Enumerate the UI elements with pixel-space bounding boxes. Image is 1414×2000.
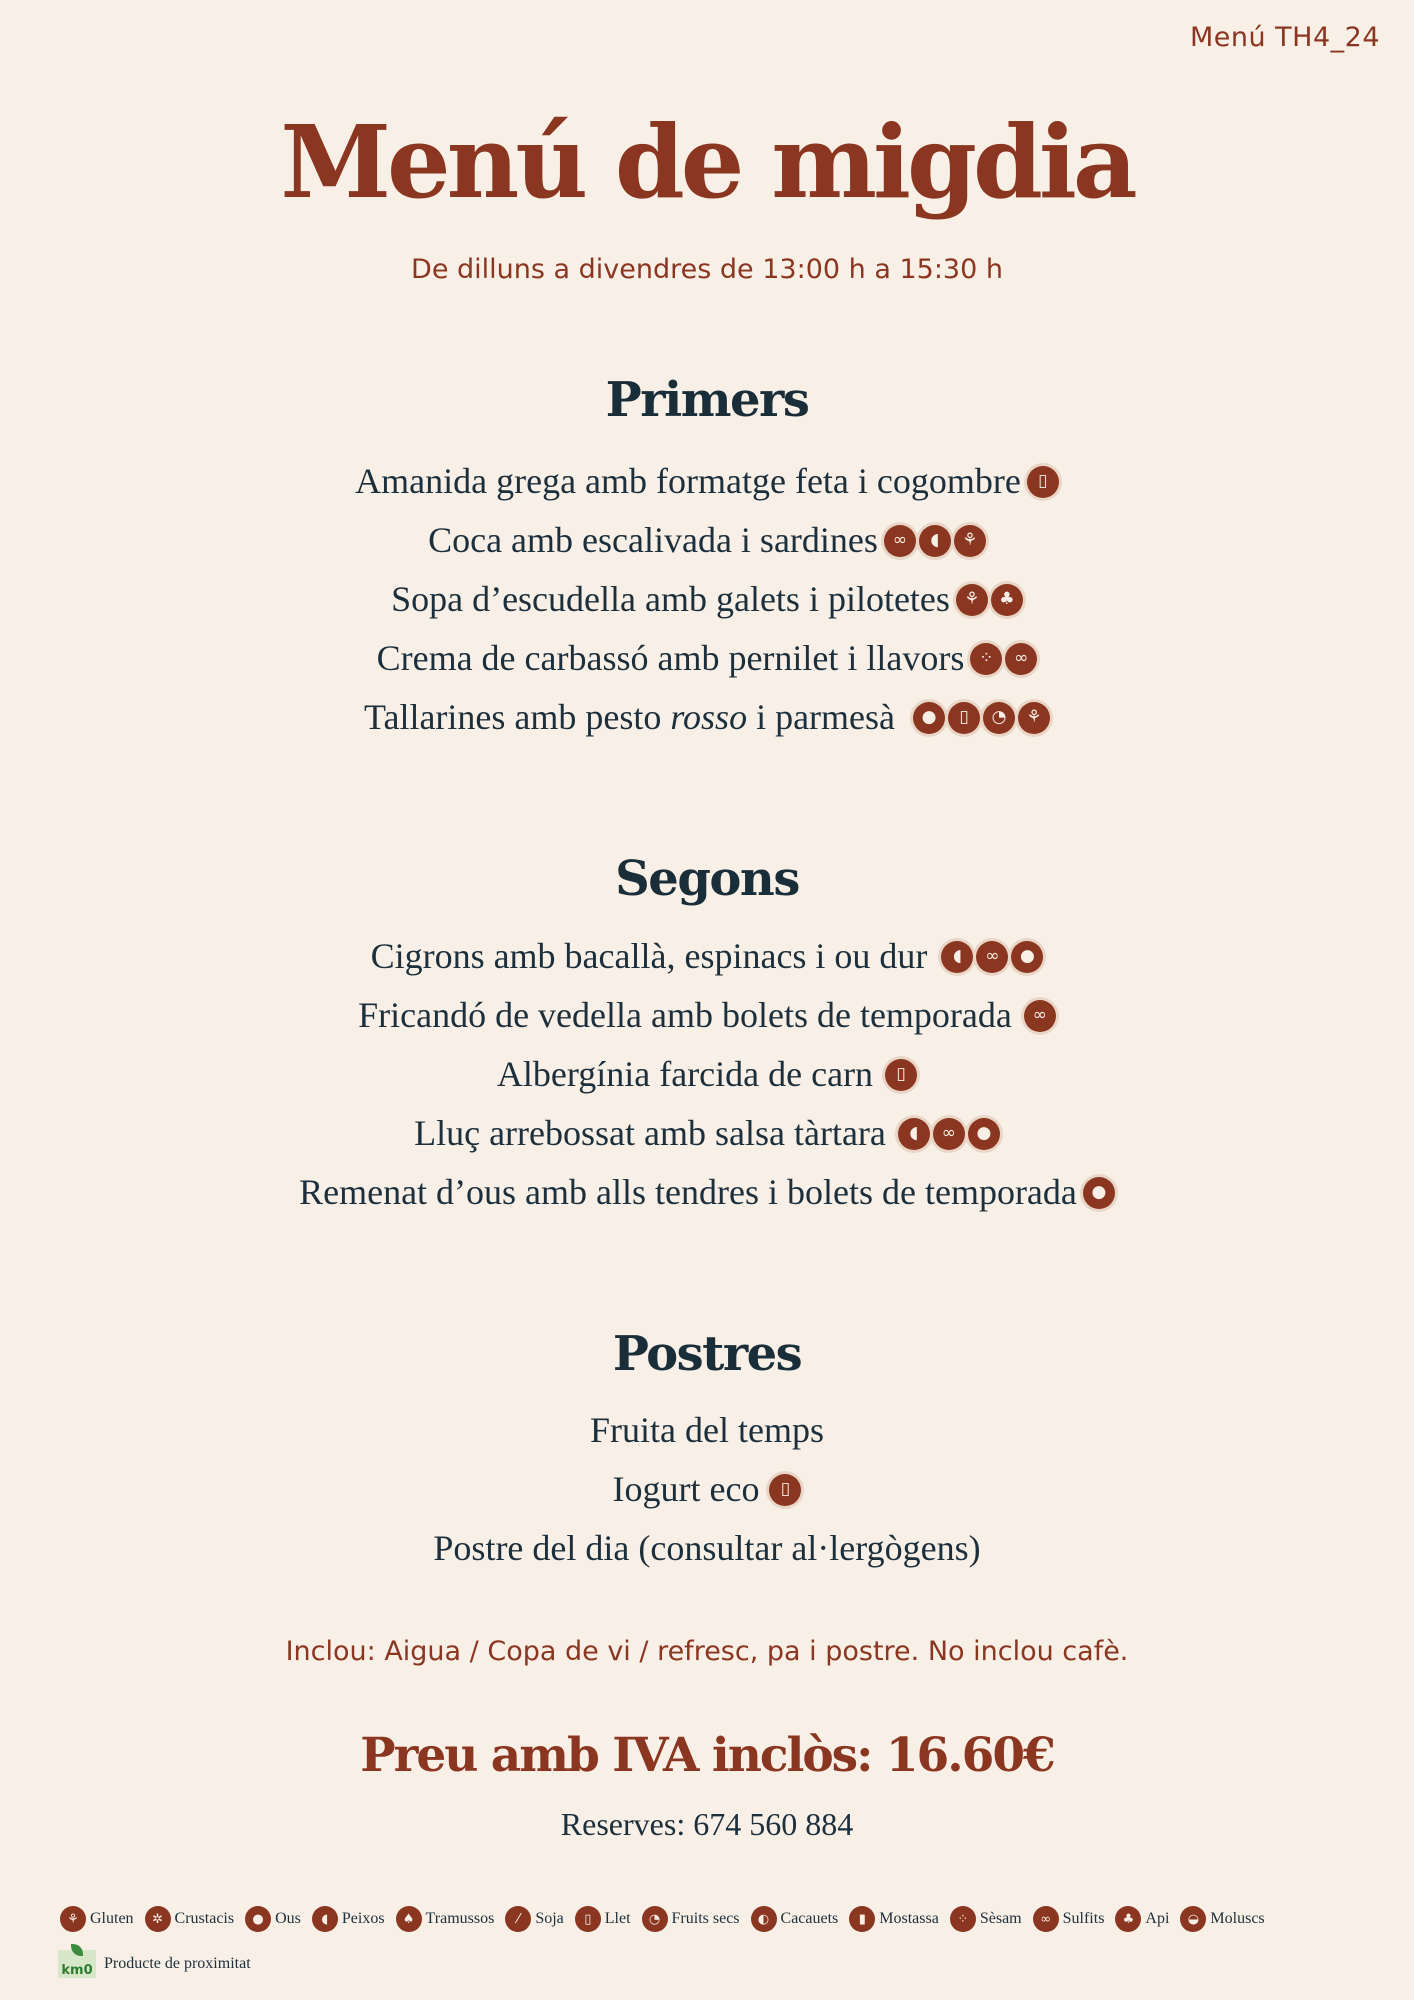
legend-label: Soja <box>535 1910 564 1927</box>
milk-icon: ▯ <box>948 702 980 734</box>
price: Preu amb IVA inclòs: 16.60€ <box>360 1728 1054 1783</box>
sulphites-icon: ∞ <box>1033 1906 1059 1932</box>
km0-icon <box>58 1950 96 1978</box>
legend-item-molluscs <box>1180 1906 1264 1932</box>
menu-item-name: Crema de carbassó amb pernilet i llavors <box>376 638 965 678</box>
km0-legend <box>58 1950 251 1978</box>
menu-item <box>0 997 1414 1035</box>
menu-item <box>0 938 1414 976</box>
section-segons <box>0 851 1414 907</box>
nuts-icon: ◔ <box>983 702 1015 734</box>
menu-item-name: Fruita del temps <box>590 1410 824 1450</box>
legend-label: Moluscs <box>1210 1910 1265 1927</box>
egg-icon: ● <box>1083 1177 1115 1209</box>
sulphites-icon: ∞ <box>976 941 1008 973</box>
sesame-icon: ⁘ <box>950 1906 976 1932</box>
legend-item-gluten <box>60 1906 134 1932</box>
legend-label: Peixos <box>341 1910 385 1927</box>
milk-icon: ▯ <box>1027 466 1059 498</box>
sulphites-icon: ∞ <box>1005 643 1037 675</box>
menu-item <box>0 1471 1414 1509</box>
soy-icon: ⁄ <box>505 1906 531 1932</box>
legend-item-sesame <box>950 1906 1022 1932</box>
sulphites-icon: ∞ <box>933 1118 965 1150</box>
legend-label: Sèsam <box>979 1910 1022 1927</box>
legend-item-crustaceans <box>145 1906 235 1932</box>
legend-item-celery <box>1115 1906 1169 1932</box>
section-postres <box>0 1326 1414 1382</box>
nuts-icon: ◔ <box>642 1906 668 1932</box>
menu-item-name: Amanida grega amb formatge feta i cogombre <box>355 461 1021 501</box>
legend-item-sulphites <box>1033 1906 1105 1932</box>
menu-item-name: Cigrons amb bacallà, espinacs i ou dur <box>370 936 928 976</box>
legend-label: Tramussos <box>425 1910 495 1927</box>
menu-item-name: Coca amb escalivada i sardines <box>428 520 878 560</box>
menu-item-name-after: i parmesà <box>756 697 896 737</box>
egg-icon: ● <box>1011 941 1043 973</box>
egg-icon: ● <box>245 1906 271 1932</box>
legend-item-lupins <box>396 1906 495 1932</box>
legend-item-fish <box>312 1906 385 1932</box>
menu-item <box>0 1115 1414 1153</box>
section-title-postres: Postres <box>612 1326 802 1382</box>
menu-item-name: Remenat d’ous amb alls tendres i bolets de temporada <box>299 1172 1077 1212</box>
menu-item-name: Albergínia farcida de carn <box>496 1054 874 1094</box>
legend-item-soy <box>505 1906 563 1932</box>
legend-item-milk <box>575 1906 631 1932</box>
includes-note: Inclou: Aigua / Copa de vi / refresc, pa i postre. No inclou cafè. <box>285 1636 1129 1667</box>
legend-label: Sulfits <box>1062 1910 1105 1927</box>
menu-item-name-italic: rosso <box>670 697 748 737</box>
allergen-legend <box>60 1906 1380 1932</box>
legend-label: Fruits secs <box>671 1910 740 1927</box>
legend-label: Api <box>1145 1910 1170 1927</box>
shell-icon: ◒ <box>1180 1906 1206 1932</box>
milk-icon: ▯ <box>575 1906 601 1932</box>
page-title: Menú de migdia <box>280 103 1134 221</box>
celery-icon: ♣ <box>1115 1906 1141 1932</box>
legend-item-eggs <box>245 1906 301 1932</box>
legend-label: Crustacis <box>174 1910 235 1927</box>
menu-item <box>0 522 1414 560</box>
menu-item <box>0 463 1414 501</box>
egg-icon: ● <box>968 1118 1000 1150</box>
legend-label: Llet <box>604 1910 631 1927</box>
menu-item <box>0 1056 1414 1094</box>
km0-label: Producte de proximitat <box>104 1955 251 1972</box>
egg-icon: ● <box>913 702 945 734</box>
schedule-subtitle: De dilluns a divendres de 13:00 h a 15:30 h <box>411 254 1003 285</box>
legend-item-peanuts <box>751 1906 839 1932</box>
menu-item <box>0 1174 1414 1212</box>
legend-item-nuts <box>642 1906 740 1932</box>
leaf-icon <box>71 1944 83 1956</box>
gluten-icon: ⚘ <box>60 1906 86 1932</box>
lupin-icon: ♠ <box>396 1906 422 1932</box>
menu-item-name: Sopa d’escudella amb galets i pilotetes <box>391 579 950 619</box>
km0-mark: km0 <box>61 1963 93 1978</box>
sulphites-icon: ∞ <box>884 525 916 557</box>
sulphites-icon: ∞ <box>1024 1000 1056 1032</box>
mustard-icon: ▮ <box>849 1906 875 1932</box>
menu-item <box>0 1530 1414 1566</box>
menu-item-name: Lluç arrebossat amb salsa tàrtara <box>414 1113 886 1153</box>
menu-item <box>0 1412 1414 1448</box>
gluten-icon: ⚘ <box>1018 702 1050 734</box>
legend-item-mustard <box>849 1906 939 1932</box>
milk-icon: ▯ <box>885 1059 917 1091</box>
peanut-icon: ◐ <box>751 1906 777 1932</box>
menu-item-name-before: Tallarines amb pesto <box>363 697 662 737</box>
section-title-segons: Segons <box>615 851 799 907</box>
gluten-icon: ⚘ <box>956 584 988 616</box>
sesame-icon: ⁘ <box>970 643 1002 675</box>
menu-item-name: Iogurt eco <box>612 1469 760 1509</box>
section-title-primers: Primers <box>605 372 809 428</box>
milk-icon: ▯ <box>769 1474 801 1506</box>
menu-code: Menú TH4_24 <box>1189 22 1380 53</box>
section-primers <box>0 372 1414 428</box>
legend-label: Ous <box>275 1910 301 1927</box>
menu-item <box>0 640 1414 678</box>
reservation-phone: Reserves: 674 560 884 <box>560 1806 854 1842</box>
crab-icon: ✲ <box>145 1906 171 1932</box>
gluten-icon: ⚘ <box>954 525 986 557</box>
legend-label: Cacauets <box>780 1910 839 1927</box>
legend-label: Gluten <box>90 1910 134 1927</box>
fish-icon: ◖ <box>898 1118 930 1150</box>
legend-label: Mostassa <box>879 1910 939 1927</box>
fish-icon: ◖ <box>919 525 951 557</box>
fish-icon: ◖ <box>312 1906 338 1932</box>
celery-icon: ♣ <box>991 584 1023 616</box>
menu-item <box>0 581 1414 619</box>
fish-icon: ◖ <box>941 941 973 973</box>
menu-item <box>0 699 1414 737</box>
menu-item-name: Postre del dia (consultar al·lergògens) <box>433 1528 981 1568</box>
menu-item-name: Fricandó de vedella amb bolets de temporada <box>358 995 1012 1035</box>
